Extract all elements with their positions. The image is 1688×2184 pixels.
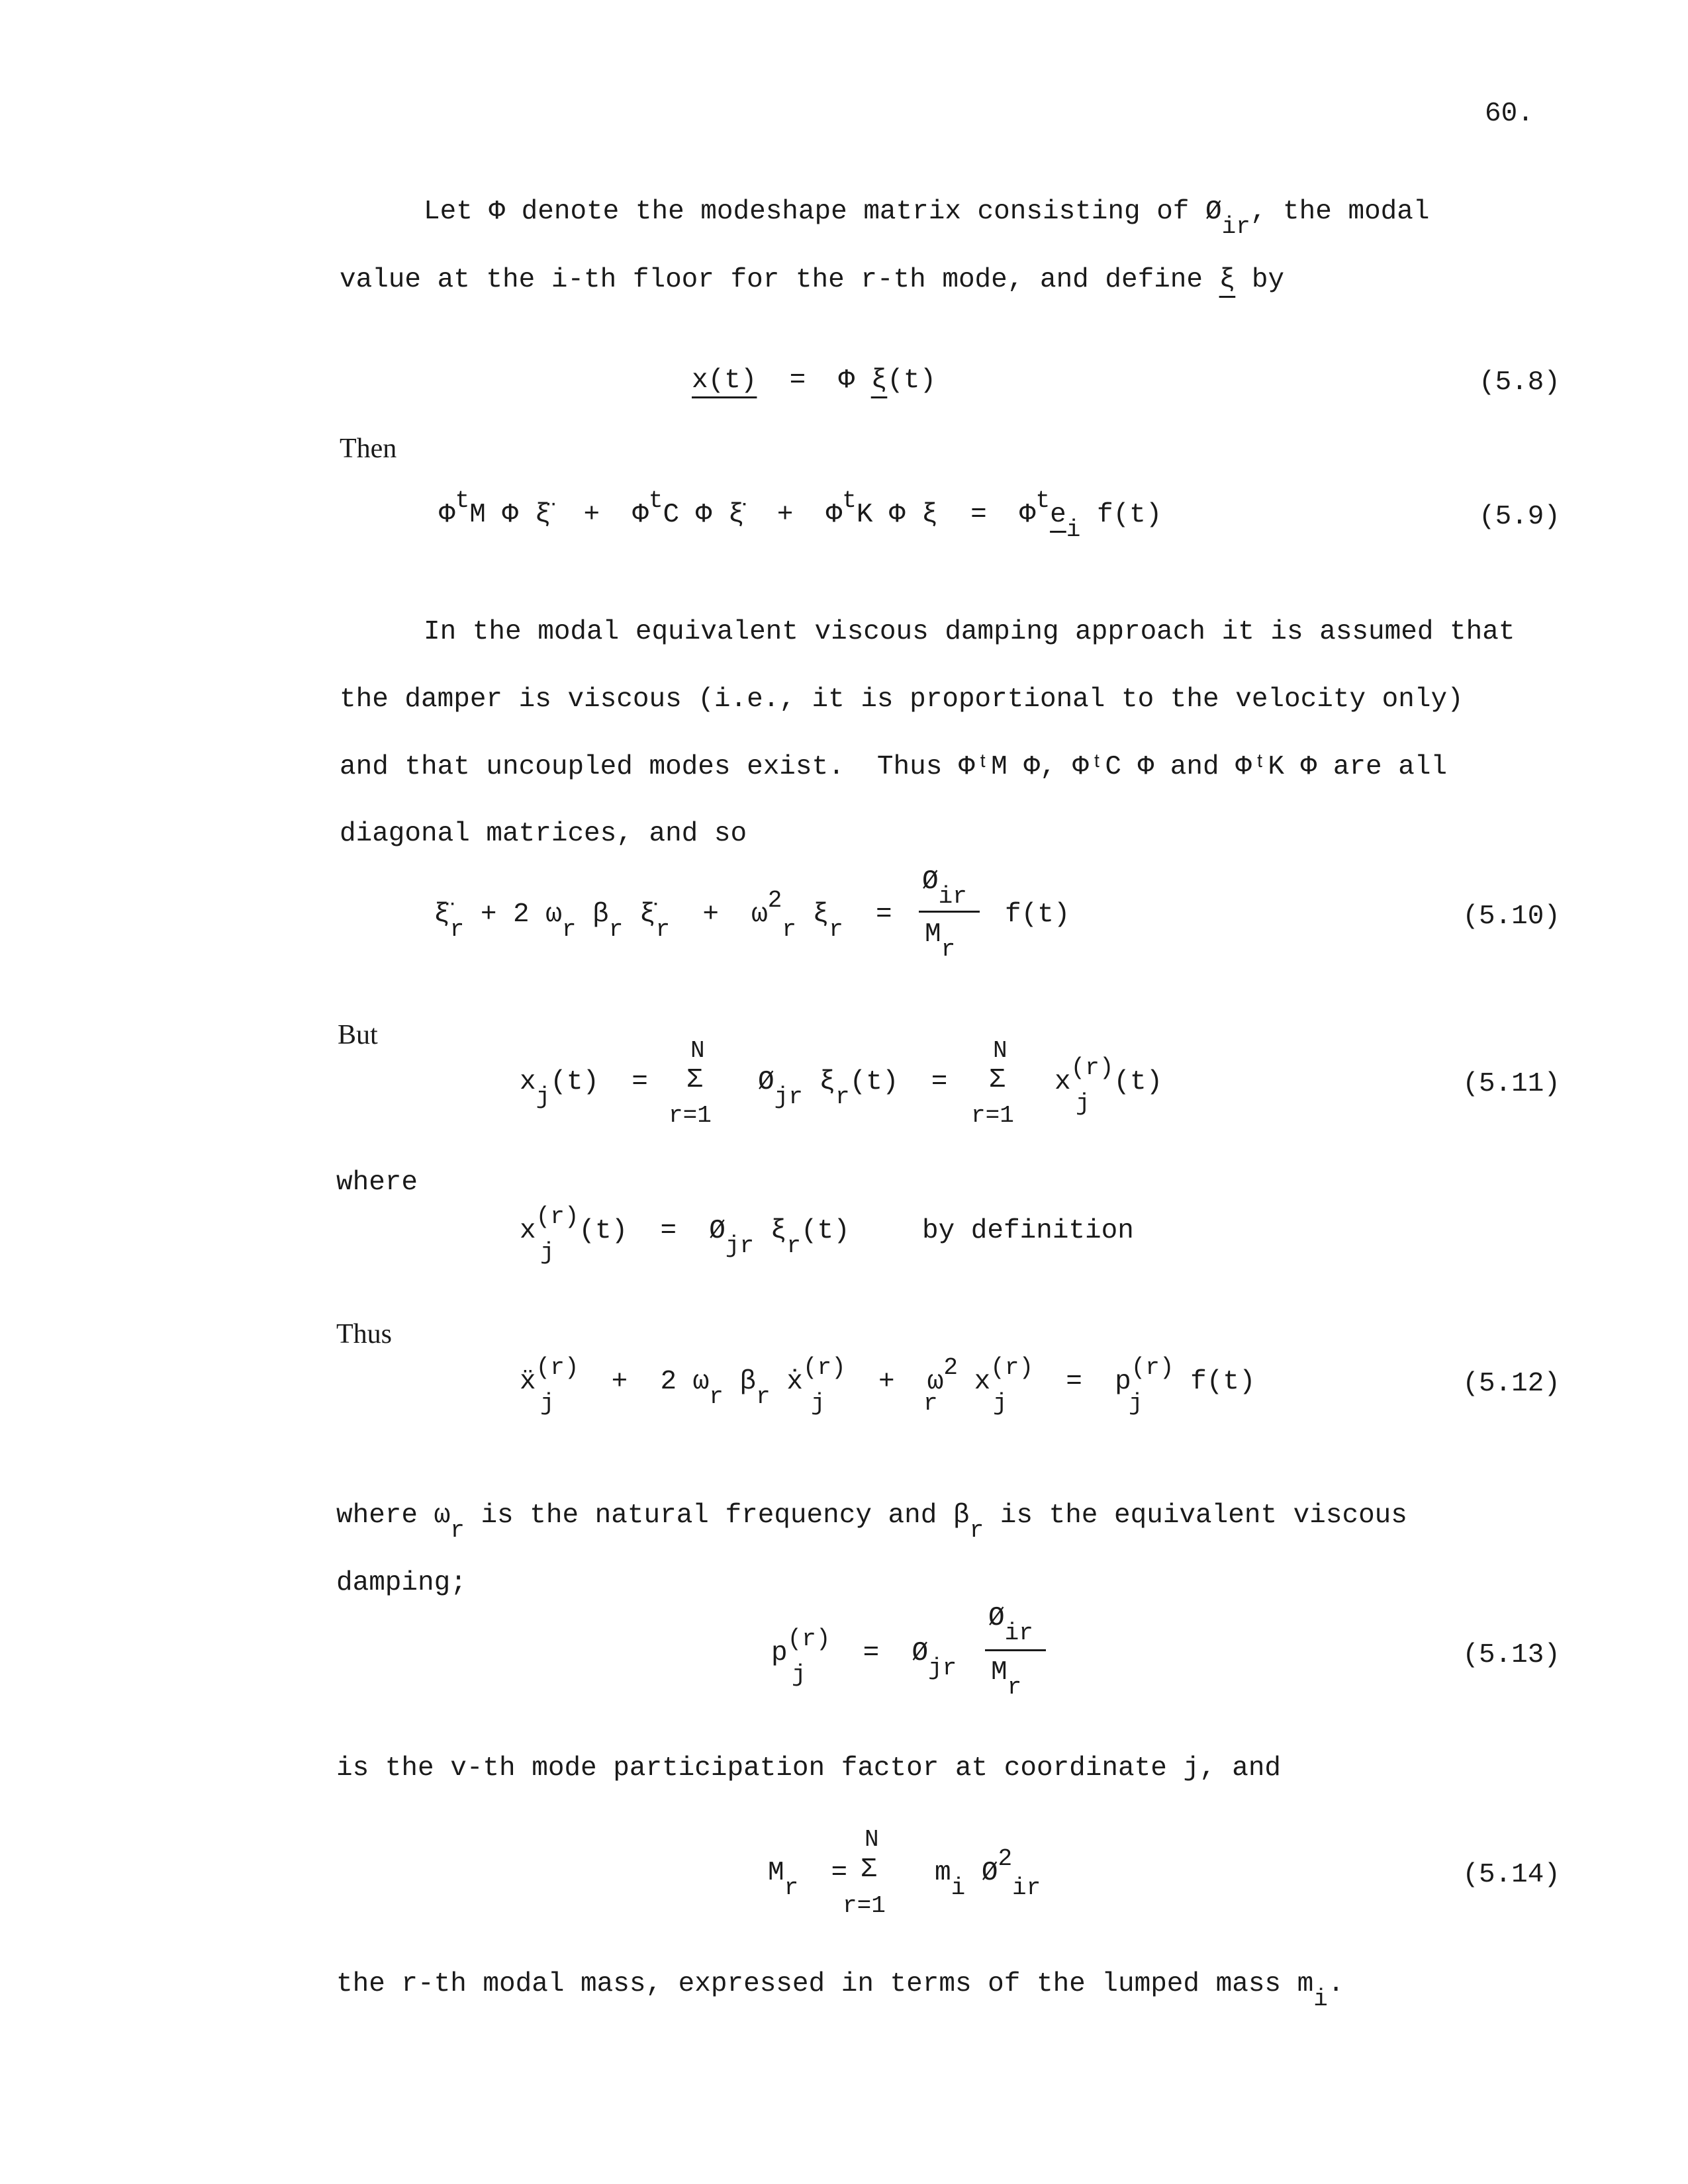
definition-line: x(r)(t) = Øjr ξr(t) [520, 1203, 850, 1259]
para2-line3: and that uncoupled modes exist. Thus ΦᵗM Φ, ΦᵗC Φ and ΦᵗK Φ are all [340, 752, 1448, 782]
eq-5-10-denominator: Mr [925, 919, 956, 963]
sum2-lower: r=1 [971, 1102, 1014, 1129]
sum2-sigma: Σ [989, 1065, 1006, 1095]
label-where: where [336, 1167, 418, 1198]
eq-5-14-rhs: mi Ø2ir [935, 1845, 1041, 1901]
equation-number-5-12: (5.12) [1462, 1369, 1560, 1399]
para3-line1: where ωr is the natural frequency and βr is the equivalent viscous [336, 1500, 1407, 1544]
eq-5-10-ft: f(t) [1005, 899, 1070, 930]
para1-line2: value at the i-th floor for the r-th mode, and define ξ by [340, 265, 1285, 295]
equation-number-5-9: (5.9) [1478, 502, 1560, 532]
sum3-lower: r=1 [843, 1892, 886, 1919]
eq-5-10-fraction-bar [919, 911, 980, 913]
eq-5-12-subscripts-row: j [540, 1390, 555, 1417]
page-number: 60. [1485, 99, 1534, 129]
eq-5-12-sub-omega2: r [923, 1390, 938, 1417]
eq-5-13-p-sub: j [792, 1661, 806, 1688]
equation-5-8: x(t) = Φ ξ(t) [692, 365, 937, 396]
para5: the r-th modal mass, expressed in terms of the lumped mass mi. [336, 1969, 1344, 2013]
equation-5-14: Mr = [768, 1858, 848, 1901]
definition-x-sub: j [540, 1239, 555, 1266]
equation-5-10: ξ̈r + 2 ωr βr ξ̇r + ω2r ξr = [434, 887, 892, 943]
label-then: Then [340, 433, 397, 464]
para2-line4: diagonal matrices, and so [340, 819, 747, 849]
sum2-upper: N [993, 1037, 1008, 1064]
equation-number-5-14: (5.14) [1462, 1860, 1560, 1890]
equation-5-9: ΦtM Φ ξ̈ + ΦtC Φ ξ̇ + ΦtK Φ ξ = Φtei f(t) [439, 487, 1162, 543]
eq-5-13-denominator: Mr [991, 1657, 1022, 1701]
label-but: But [338, 1020, 378, 1050]
eq-5-12-sub-x3: j [993, 1390, 1008, 1417]
eq-5-13-fraction-bar [985, 1649, 1046, 1651]
sum3-sigma: Σ [861, 1854, 877, 1885]
eq-5-11-rhs-sub: j [1076, 1090, 1090, 1117]
equation-number-5-13: (5.13) [1462, 1640, 1560, 1670]
label-thus: Thus [336, 1319, 392, 1349]
sum1-lower: r=1 [669, 1102, 712, 1129]
eq-5-12-sub-p: j [1129, 1390, 1143, 1417]
sum1-upper: N [690, 1037, 705, 1064]
phi-symbol: Φ [489, 197, 506, 227]
eq-5-12-sub-xdot: j [811, 1390, 825, 1417]
definition-note: by definition [922, 1216, 1134, 1246]
sum1-sigma: Σ [686, 1065, 703, 1095]
eq-5-13-numerator: Øir [988, 1603, 1033, 1647]
para1-line1: Let Φ denote the modeshape matrix consisting of Øir, the modal [424, 197, 1430, 240]
equation-number-5-8: (5.8) [1478, 367, 1560, 398]
equation-5-11: xj(t) = [520, 1067, 648, 1111]
equation-number-5-10: (5.10) [1462, 901, 1560, 932]
eq-5-10-numerator: Øir [922, 866, 967, 910]
para2-line1: In the modal equivalent viscous damping approach it is assumed that [424, 617, 1515, 647]
eq-5-11-mid: Øjr ξr(t) = [758, 1067, 948, 1111]
sum3-upper: N [865, 1826, 879, 1853]
eq-5-11-rhs: x(r)(t) [1055, 1054, 1163, 1097]
equation-5-12: ẍ(r) + 2 ωr βr ẋ(r) + ω2 x(r) = p(r) f(t) [520, 1354, 1256, 1410]
para4: is the v-th mode participation factor at coordinate j, and [336, 1753, 1282, 1784]
para3-line2: damping; [336, 1568, 467, 1598]
para2-line2: the damper is viscous (i.e., it is proportional to the velocity only) [340, 684, 1464, 715]
equation-number-5-11: (5.11) [1462, 1069, 1560, 1099]
equation-5-13: p(r) = Øjr [771, 1625, 957, 1682]
